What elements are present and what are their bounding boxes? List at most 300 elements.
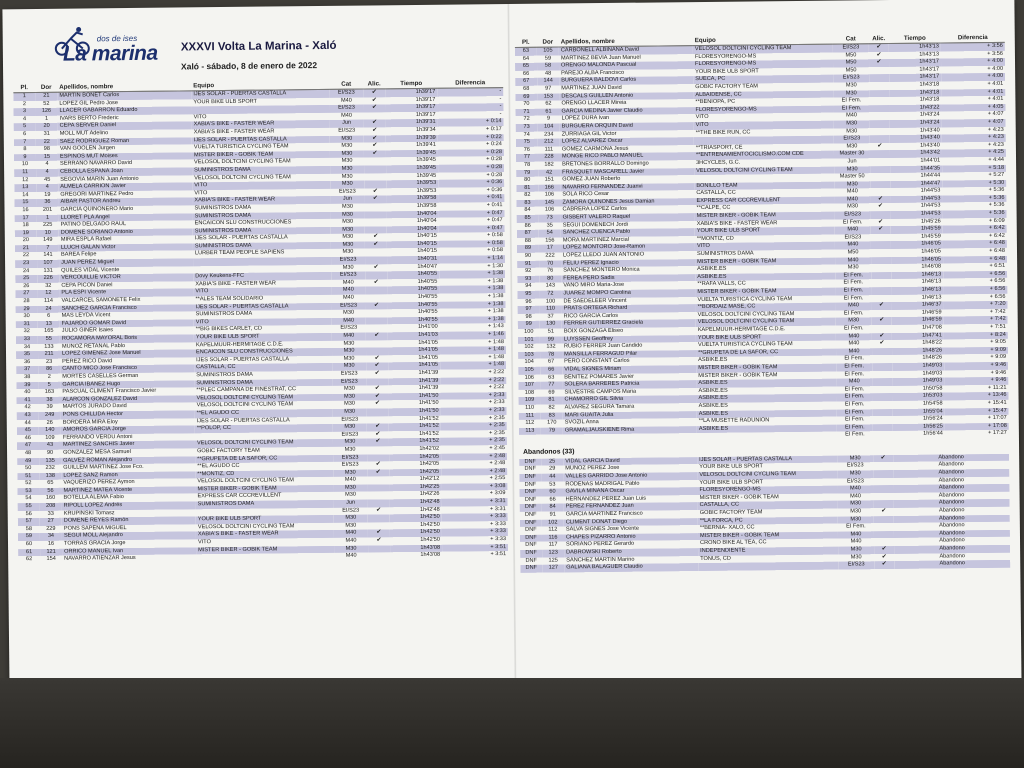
cell-pos: 41	[16, 397, 38, 405]
cell-pos: DNF	[520, 565, 542, 573]
cell-status: Abandono	[894, 522, 1010, 531]
cell-dorsal: 151	[538, 177, 560, 185]
cell-time: 1h49'03	[892, 370, 944, 378]
cell-cat: M40	[334, 530, 368, 538]
cell-cat: EI/S23	[334, 507, 368, 515]
cell-team: **GRUPETA DE LA SAFOR, CC	[696, 348, 836, 357]
cell-cat: M30	[331, 226, 365, 234]
cell-diff: + 3:33	[442, 521, 508, 529]
cell-team: **ENTRENAMIENTOCICLISMO.COM CDE	[694, 151, 834, 160]
cell-cat: EI Fem.	[833, 97, 869, 105]
cell-cat: M30	[332, 363, 366, 371]
cell-dorsal: 42	[538, 169, 560, 177]
cell-time: 1h40'55	[388, 317, 440, 325]
cell-diff: + 0:28	[438, 149, 504, 157]
cell-time: 1h41'52	[389, 438, 441, 446]
col-dorsal-header: Dor	[35, 83, 57, 93]
cell-name: LOPEZ LLEDO JUAN ANTONIO	[561, 251, 695, 260]
cell-team: XABIA'S BIKE - FASTER WEAR	[695, 219, 835, 228]
cell-alic: ✔	[366, 332, 388, 340]
cell-cat: EI Fem.	[836, 371, 872, 379]
cell-pos: 50	[17, 465, 39, 473]
cell-team: ENCAICON SLU CONSTRUCCIONES	[194, 348, 332, 357]
cell-name: FEREA PERO Sadis	[561, 274, 695, 283]
cell-dorsal: 111	[538, 146, 560, 154]
cell-time: 1h43'18	[889, 97, 941, 105]
cell-pos: 43	[17, 412, 39, 420]
cell-diff: -	[437, 88, 503, 97]
cell-cat: EI/S23	[333, 416, 367, 424]
cell-pos: 3	[13, 108, 35, 116]
cell-team: IJES SOLAR - PUERTAS CASTALLA	[697, 455, 837, 464]
cell-diff: + 4:07	[942, 111, 1006, 119]
cell-time: 1h43'08	[390, 552, 442, 560]
cell-dorsal: 112	[542, 527, 564, 535]
cell-time: 1h40'31	[387, 256, 439, 264]
cell-cat: EI/S23	[833, 75, 869, 83]
cell-pos: 62	[18, 556, 40, 564]
cell-time: 1h40'04	[387, 218, 439, 226]
cell-cat: M30	[330, 158, 364, 166]
cell-team: VELOSOL DOLTCINI CYCLING TEAM	[693, 44, 833, 54]
cell-diff: + 4:07	[942, 119, 1006, 127]
cell-team: SUMINISTROS DAMA	[193, 211, 331, 220]
cell-alic: ✔	[869, 52, 889, 60]
cell-time: 1h41'52	[389, 423, 441, 431]
cell-name: JUAN PEREZ Miguel	[59, 258, 193, 267]
cell-diff: + 9:46	[944, 369, 1008, 377]
cell-pos: 90	[517, 253, 539, 261]
cell-name: LOPEZ SANZ Ramon	[61, 471, 195, 480]
cell-cat: M40	[836, 378, 872, 386]
cell-name: VAQUERIZO PEREZ Aymon	[61, 479, 195, 488]
cell-dorsal: 131	[37, 267, 59, 275]
cell-pos: 75	[516, 139, 538, 147]
cell-time: 1h41'05	[388, 347, 440, 355]
cell-cat: M30	[838, 501, 874, 509]
cell-cat: M40	[836, 333, 872, 341]
col-cat-header: Cat	[329, 80, 363, 90]
cell-time: 1h46'59	[892, 317, 944, 325]
cell-team: TONUS, CD	[698, 554, 838, 563]
cell-cat: EI/S23	[837, 478, 873, 486]
cell-pos: 85	[517, 215, 539, 223]
race-logo	[53, 34, 161, 79]
cell-time: 1h46'05	[891, 249, 943, 257]
cell-name: VAÑO MIRO Maria-Jose	[561, 281, 695, 290]
cell-alic: ✔	[366, 385, 388, 393]
cell-diff: + 15:41	[945, 400, 1009, 408]
cell-name: FERRANDO VERDU Antoni	[61, 433, 195, 442]
cell-team: YOUR BIKE ULB SPORT	[194, 333, 332, 342]
cell-pos: 99	[518, 321, 540, 329]
cell-dorsal: 211	[38, 351, 60, 359]
cell-time: 1h43'18	[889, 89, 941, 97]
cell-team: XABIA'S BIKE - FASTER WEAR	[192, 196, 330, 205]
cell-alic: ✔	[871, 219, 891, 227]
cell-name: MAS LEYDA Vicent	[60, 312, 194, 321]
cell-status: Abandono	[894, 507, 1010, 516]
cell-diff: + 2:48	[441, 453, 507, 461]
cell-cat: EI/S23	[834, 135, 870, 143]
cell-team: IJES SOLAR - PUERTAS CASTALLA	[194, 303, 332, 312]
cell-team: VELOSOL DOLTCINI CYCLING TEAM	[195, 439, 333, 448]
cell-pos: 28	[15, 298, 37, 306]
cell-team: **ALES TEAM SOLIDARIO	[193, 295, 331, 304]
cell-time: 1h45'59	[891, 226, 943, 234]
cell-diff: + 15:47	[945, 407, 1009, 415]
cell-dorsal: 109	[39, 434, 61, 442]
results-table-right	[515, 33, 1009, 443]
cell-dorsal: 145	[538, 199, 560, 207]
abandon-table	[519, 454, 1010, 573]
cell-team: VELOSOL DOLTCINI CYCLING TEAM	[696, 310, 836, 319]
cell-name: LLUCH GALAN Victor	[59, 243, 193, 252]
cell-pos: 37	[16, 366, 38, 374]
cell-name: PONS SAPENA MIGUEL	[62, 524, 196, 533]
cell-time: 1h40'55	[388, 301, 440, 309]
cell-cat: EI Fem.	[836, 325, 872, 333]
cell-team: 3HCYCLES, G.C.	[694, 159, 834, 168]
cell-pos: 52	[17, 480, 39, 488]
cell-name: PONS CHILLIDA Hector	[61, 410, 195, 419]
cell-time: 1h41'00	[388, 324, 440, 332]
cell-team: YOUR BIKE ULB SPORT	[696, 333, 836, 342]
cell-diff: + 3:56	[941, 42, 1005, 51]
cell-pos: 89	[517, 245, 539, 253]
cell-diff: + 11:21	[944, 385, 1008, 393]
cell-status: Abandono	[893, 461, 1009, 470]
cell-cat: M40	[835, 257, 871, 265]
col-cat-header: Cat	[833, 34, 869, 44]
cell-name: AMOROS GARCIA Jorge	[61, 425, 195, 434]
cell-name: DABROWSKI Roberto	[564, 548, 698, 557]
cell-diff: + 2:33	[440, 392, 506, 400]
cell-name: GARCIA QUIÑONERO Mario	[58, 205, 192, 214]
cell-alic: ✔	[365, 234, 387, 242]
cell-team: YOUR BIKE ULB SPORT	[697, 463, 837, 472]
cell-cat: EI Fem.	[835, 287, 871, 295]
cell-dorsal: 116	[542, 534, 564, 542]
cell-diff: + 9:09	[944, 347, 1008, 355]
cell-cat: Master 50	[834, 173, 870, 181]
cell-team: MISTER BIKER - GOBIK TEAM	[695, 257, 835, 266]
cell-team: YOUR BIKE ULB SPORT	[695, 227, 835, 236]
cell-dorsal: 36	[36, 199, 58, 207]
cell-alic: ✔	[364, 142, 386, 150]
cell-name: PAREJO ALBA Francisco	[559, 69, 693, 78]
cell-pos: 72	[516, 116, 538, 124]
cell-alic: ✔	[366, 393, 388, 401]
cell-pos: 25	[15, 275, 37, 283]
cell-name: MOLL MUT Adelino	[58, 129, 192, 138]
cell-dorsal: 10	[37, 229, 59, 237]
cell-diff: + 6:56	[943, 278, 1007, 286]
cell-cat: M30	[331, 264, 365, 272]
cell-dorsal: 83	[541, 412, 563, 420]
cell-pos: 40	[16, 389, 38, 397]
cell-pos: 81	[516, 184, 538, 192]
cell-name: VALCARCEL SAMONETE Felix	[59, 296, 193, 305]
cell-time: 1h43'17	[889, 66, 941, 74]
cell-name: MIRA ESPLA Rafael	[59, 236, 193, 245]
cell-time: 1h42'05	[389, 468, 441, 476]
cell-team: VUELTA TURISTICA CYCLING TEAM	[695, 295, 835, 304]
cell-name: CANTO MICO Jose Francisco	[60, 365, 194, 374]
cell-dorsal: 19	[36, 191, 58, 199]
cell-diff: + 0:47	[439, 217, 505, 225]
cell-name: ORENGO MALONDA Pascual	[559, 61, 693, 70]
cell-team: **BENIOPA, PC	[693, 98, 833, 107]
cell-team: ASBIKE.ES	[697, 409, 837, 418]
cell-dorsal: 17	[539, 245, 561, 253]
cell-name: GARCIA MARTINEZ Francisco	[564, 510, 698, 519]
cell-cat: M40	[334, 538, 368, 546]
cell-time: 1h47'08	[892, 324, 944, 332]
cell-team: IJES SOLAR - PUERTAS CASTALLA	[193, 234, 331, 243]
cell-time: 1h42'48	[390, 499, 442, 507]
cell-team: BONILLO TEAM	[694, 181, 834, 190]
col-alic-header: Alic.	[363, 79, 385, 89]
cell-name: CEPA PICON Daniel	[59, 281, 193, 290]
cell-time: 1h39'39	[386, 134, 438, 142]
cell-diff: + 0:47	[439, 225, 505, 233]
cell-cat: M40	[837, 485, 873, 493]
cell-dorsal: 56	[39, 488, 61, 496]
cell-time: 1h39'17	[386, 112, 438, 120]
cell-pos: 60	[18, 541, 40, 549]
cell-team: ENCAICON SLU CONSTRUCCIONES	[193, 219, 331, 228]
cell-name: MUÑOZ RETANAL Pablo	[60, 342, 194, 351]
cell-pos: 64	[515, 55, 537, 63]
cell-team: VUELTA TURISTICA CYCLING TEAM	[192, 143, 330, 152]
cell-diff: + 6:48	[943, 255, 1007, 263]
cell-name: LLACER GABARRON Eduardo	[57, 107, 191, 116]
cell-time: 1h50'58	[892, 385, 944, 393]
cell-time: 1h41'50	[389, 400, 441, 408]
cell-alic: ✔	[367, 401, 389, 409]
cell-diff: + 3:33	[442, 513, 508, 521]
cell-diff: + 5:27	[942, 172, 1006, 180]
cell-diff: + 2:48	[441, 468, 507, 476]
cell-pos: 45	[17, 427, 39, 435]
cell-pos: DNF	[520, 504, 542, 512]
cell-team: ASBIKE.ES	[697, 402, 837, 411]
cell-team: XABIA'S BIKE - FASTER WEAR	[192, 128, 330, 137]
cell-status: Abandono	[894, 492, 1010, 501]
cell-dorsal: 154	[40, 556, 62, 564]
cell-dorsal: 2	[38, 374, 60, 382]
cell-team: **MONTIZ, CD	[695, 234, 835, 243]
cell-dorsal: 66	[540, 366, 562, 374]
cell-team: VUELTA TURISTICA CYCLING TEAM	[696, 341, 836, 350]
cell-team: **MONTIZ, CD	[195, 470, 333, 479]
cell-name: MARTINEZ JUAN David	[559, 84, 693, 93]
cell-name: MARTOS JURADO David	[61, 403, 195, 412]
cell-cat: M30	[834, 181, 870, 189]
cell-pos: 59	[18, 533, 40, 541]
cell-pos: DNF	[520, 542, 542, 550]
cell-cat: M40	[835, 226, 871, 234]
cell-diff: + 1:38	[440, 308, 506, 316]
cell-diff: + 4:00	[941, 73, 1005, 81]
cell-diff: + 1:38	[439, 301, 505, 309]
cell-diff: + 0:24	[438, 141, 504, 149]
cell-time: 1h40'55	[387, 271, 439, 279]
cell-name: SEGUI MOLL Alejandro	[62, 532, 196, 541]
cell-dorsal: 225	[37, 222, 59, 230]
cell-dorsal: 140	[39, 427, 61, 435]
cell-name: BOIX GONZAGA Eliseo	[562, 327, 696, 336]
cell-pos: 9	[14, 154, 36, 162]
cell-cat: M50	[833, 67, 869, 75]
cell-team: MISTER BIKER - GOBIK TEAM	[698, 493, 838, 502]
cell-dorsal: 51	[540, 328, 562, 336]
cell-cat: EI Fem.	[835, 272, 871, 280]
cell-team: ASBIKE.ES	[695, 265, 835, 274]
cell-team: CASTALLA, CC	[194, 363, 332, 372]
cell-time: 1h39'17	[385, 104, 437, 112]
cell-name: BRETONES BORRALLO Domingo	[560, 160, 694, 169]
cell-name: CHAMORRO GIL Silvia	[563, 395, 697, 404]
cell-team: **BORDAIZ MASE, CC	[696, 303, 836, 312]
cell-dorsal: 201	[36, 207, 58, 215]
right-top-spacer	[514, 0, 1004, 38]
cell-name: PEREZ FERNANDEZ Juan	[564, 503, 698, 512]
cell-team: **GRUPETA DE LA SAFOR, CC	[195, 454, 333, 463]
cell-diff: + 2:48	[441, 460, 507, 468]
cell-team: VELOSOL DOLTCINI CYCLING TEAM	[192, 173, 330, 182]
cell-pos: 14	[14, 192, 36, 200]
cell-cat: M40	[332, 333, 366, 341]
cell-team: INDEPENDIENTE	[698, 547, 838, 556]
cell-pos: 112	[519, 420, 541, 428]
cell-dorsal: 105	[537, 47, 559, 55]
cell-cat: M30	[333, 484, 367, 492]
cell-pos: 86	[517, 222, 539, 230]
cell-time: 1h44'47	[890, 180, 942, 188]
cell-time: 1h48'22	[892, 340, 944, 348]
cell-diff: + 2:22	[440, 384, 506, 392]
cell-dorsal: 73	[539, 215, 561, 223]
cell-dorsal: 31	[36, 131, 58, 139]
cell-team: CRONO BIKE AL TEA, CC	[698, 539, 838, 548]
cell-time: 1h39'58	[386, 203, 438, 211]
cell-time: 1h43'17	[889, 74, 941, 82]
cell-team: MISTER BIKER - GOBIK TEAM	[695, 212, 835, 221]
cell-name: CABRERA LOPEZ Carlos	[561, 206, 695, 215]
logo-small-text: dos de ises	[96, 33, 138, 44]
cell-dorsal: 22	[36, 138, 58, 146]
race-title: XXXVI Volta La Marina - Xaló	[180, 39, 337, 54]
cell-cat: M30	[834, 166, 870, 174]
cell-name: ALMELA CARRION Javier	[58, 182, 192, 191]
cell-time: 1h40'04	[387, 210, 439, 218]
cell-team: SUMINISTROS DAMA	[193, 242, 331, 251]
cell-diff: + 2:35	[441, 430, 507, 438]
cell-cat: EI/S23	[835, 234, 871, 242]
cell-dorsal: 228	[538, 154, 560, 162]
cell-cat: EI Fem.	[837, 432, 873, 440]
cell-time: 1h39'17	[385, 96, 437, 104]
cell-time: 1h48'26	[892, 355, 944, 363]
cell-name: PERO CONSTANT Carlos	[562, 357, 696, 366]
cell-pos: DNF	[520, 512, 542, 520]
cell-name: SILVESTRE CAMPOS Maria	[562, 388, 696, 397]
cell-dorsal: 100	[539, 298, 561, 306]
cell-cat: M30	[331, 241, 365, 249]
cell-cat: EI Fem.	[837, 424, 873, 432]
cell-cat: M30	[332, 348, 366, 356]
cell-diff: + 17:07	[945, 415, 1009, 423]
cell-cat: EI/S23	[332, 325, 366, 333]
cell-pos: 48	[17, 450, 39, 458]
cell-team: **EL AGUDO CC	[195, 462, 333, 471]
col-time-header: Tiempo	[889, 33, 941, 43]
cell-time: 1h44'01	[890, 157, 942, 165]
cell-cat: EI/S23	[333, 454, 367, 462]
cell-time: 1h43'24	[890, 112, 942, 120]
cell-alic: ✔	[872, 302, 892, 310]
cell-dorsal: 38	[38, 396, 60, 404]
cell-dorsal: 86	[38, 366, 60, 374]
cell-diff: + 5:18	[942, 164, 1006, 172]
cell-alic: ✔	[367, 469, 389, 477]
cell-name: BURGUERA ORQUIN David	[560, 122, 694, 131]
cell-name: GARCIA MEDINA Javier Claudio	[559, 107, 693, 116]
cell-time: 1h54'58	[893, 400, 945, 408]
cell-dorsal: 114	[37, 298, 59, 306]
cell-pos: 68	[515, 86, 537, 94]
cell-cat: M30	[332, 386, 366, 394]
cell-team: VITO	[192, 189, 330, 198]
cell-cat: M30	[330, 173, 364, 181]
cell-team: **RAFA VALLS, CC	[695, 280, 835, 289]
cell-name: DOMENE REYES Ramón	[62, 517, 196, 526]
cell-cat: M40	[836, 340, 872, 348]
cell-name: MORA MARTINEZ Marcial	[561, 236, 695, 245]
cell-cat: M30	[333, 446, 367, 454]
cell-dorsal: 153	[537, 93, 559, 101]
cell-dorsal: 25	[541, 458, 563, 466]
cell-cat: M30	[333, 424, 367, 432]
cell-cat: M30	[331, 234, 365, 242]
cell-time: 1h44'53	[891, 211, 943, 219]
cell-name: CLIMENT DONAT Diego	[564, 518, 698, 527]
cell-status: Abandono	[894, 514, 1010, 523]
cell-time: 1h39'45	[386, 165, 438, 173]
cell-time: 1h39'41	[386, 142, 438, 150]
cell-diff: -	[437, 96, 503, 104]
cell-dorsal: 43	[39, 442, 61, 450]
cell-dorsal: 156	[539, 237, 561, 245]
cell-time: 1h40'15	[387, 233, 439, 241]
cell-team: **BIG BIKES CARLET, CD	[194, 325, 332, 334]
cell-pos: 13	[14, 184, 36, 192]
cell-dorsal: 24	[38, 305, 60, 313]
cell-name: ALARCON GONZALEZ David	[60, 395, 194, 404]
cell-dorsal: 97	[537, 85, 559, 93]
cell-dorsal: 61	[537, 108, 559, 116]
cell-name: CEBOLLA ESPAÑA Joan	[58, 167, 192, 176]
cell-alic: ✔	[366, 363, 388, 371]
cell-cat: M30	[332, 393, 366, 401]
cell-cat: M40	[834, 189, 870, 197]
cell-time: 1h43'18	[889, 81, 941, 89]
cell-pos: 31	[16, 321, 38, 329]
cell-time: 1h46'05	[891, 256, 943, 264]
cell-time: 1h40'15	[387, 241, 439, 249]
